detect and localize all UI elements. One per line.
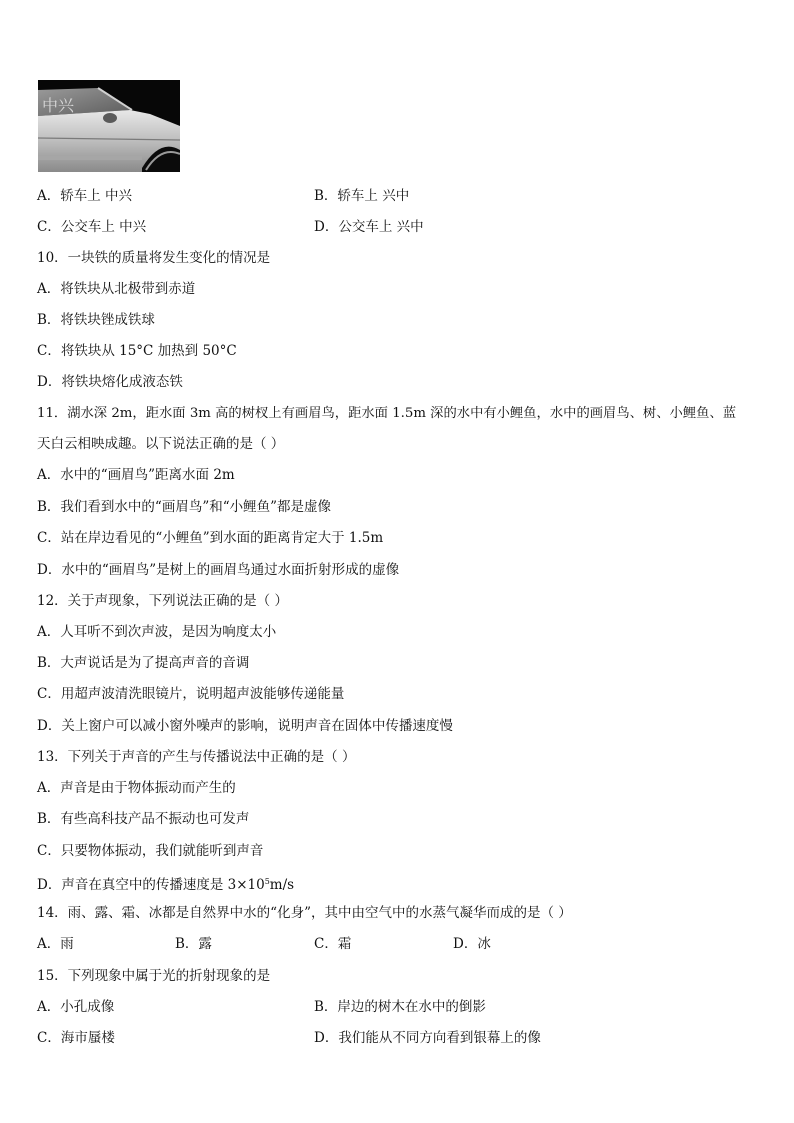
q9-option-d: D．公交车上 兴中: [314, 219, 424, 235]
q14-option-d: D．冰: [453, 936, 491, 952]
q9-option-a: A．轿车上 中兴: [37, 188, 133, 204]
q11-option-b: B．我们看到水中的“画眉鸟”和“小鲤鱼”都是虚像: [37, 499, 332, 515]
q13-option-b: B．有些高科技产品不振动也可发声: [37, 811, 250, 827]
car-photo-image: [38, 80, 180, 172]
q11-stem-line2: 天白云相映成趣。以下说法正确的是（ ）: [37, 436, 285, 452]
q15-option-d: D．我们能从不同方向看到银幕上的像: [314, 1030, 541, 1046]
q10-option-b: B．将铁块锉成铁球: [37, 312, 155, 328]
q15-option-b: B．岸边的树木在水中的倒影: [314, 999, 486, 1015]
q13-option-d-exponent: 5: [264, 877, 270, 886]
q14-option-b: B．露: [175, 936, 212, 952]
q12-stem: 12．关于声现象，下列说法正确的是（ ）: [37, 593, 288, 609]
car-sign-text: 中兴: [42, 96, 75, 115]
q13-stem: 13．下列关于声音的产生与传播说法中正确的是（ ）: [37, 749, 356, 765]
q13-option-a: A．声音是由于物体振动而产生的: [37, 780, 236, 796]
q10-option-c: C．将铁块从 15°C 加热到 50°C: [37, 343, 237, 359]
q14-stem: 14．雨、露、霜、冰都是自然界中水的“化身”，其中由空气中的水蒸气凝华而成的是（ ）: [37, 905, 572, 921]
q10-option-a: A．将铁块从北极带到赤道: [37, 281, 196, 297]
car-window-photo: [38, 80, 180, 172]
q10-stem: 10．一块铁的质量将发生变化的情况是: [37, 250, 271, 266]
q15-stem: 15．下列现象中属于光的折射现象的是: [37, 968, 271, 984]
q9-option-c: C．公交车上 中兴: [37, 219, 147, 235]
q14-option-c: C．霜: [314, 936, 352, 952]
q11-option-a: A．水中的“画眉鸟”距离水面 2m: [37, 467, 235, 483]
q12-option-c: C．用超声波清洗眼镜片，说明超声波能够传递能量: [37, 686, 345, 702]
q11-option-c: C．站在岸边看见的“小鲤鱼”到水面的距离肯定大于 1.5m: [37, 530, 384, 546]
q11-stem-line1: 11．湖水深 2m，距水面 3m 高的树杈上有画眉鸟，距水面 1.5m 深的水中有小鲤鱼，水中的画眉鸟、树、小鲤鱼、蓝: [37, 406, 737, 421]
q13-option-d-prefix: D．声音在真空中的传播速度是 3×10: [37, 877, 265, 893]
q12-option-b: B．大声说话是为了提高声音的音调: [37, 655, 250, 671]
q13-option-c: C．只要物体振动，我们就能听到声音: [37, 843, 264, 859]
q12-option-d: D．关上窗户可以减小窗外噪声的影响，说明声音在固体中传播速度慢: [37, 718, 453, 734]
q12-option-a: A．人耳听不到次声波，是因为响度太小: [37, 624, 277, 640]
q15-option-a: A．小孔成像: [37, 999, 115, 1015]
q15-option-c: C．海市蜃楼: [37, 1030, 115, 1046]
q13-option-d-unit: m/s: [269, 877, 295, 893]
q10-option-d: D．将铁块熔化成液态铁: [37, 374, 183, 390]
q9-option-b: B．轿车上 兴中: [314, 188, 410, 204]
q14-option-a: A．雨: [37, 936, 74, 952]
q13-option-d: [37, 872, 294, 895]
q11-option-d: D．水中的“画眉鸟”是树上的画眉鸟通过水面折射形成的虚像: [37, 562, 400, 578]
